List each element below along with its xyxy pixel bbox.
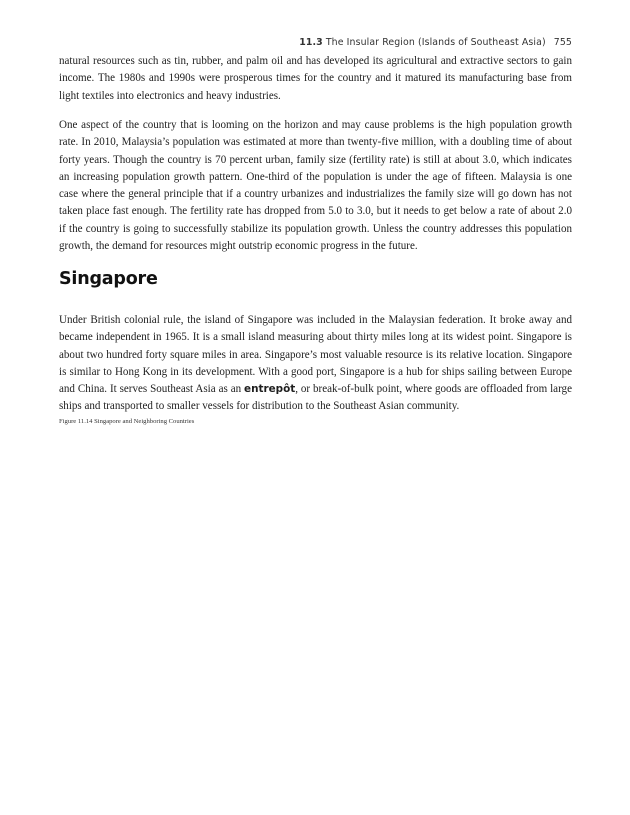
paragraph-singapore	[59, 312, 572, 416]
paragraph-population-growth: One aspect of the country that is looming on the horizon and may cause problems is the high population growth rate. In 2010, Malaysia’s population was estimated at more than twenty-five million, with a doubling time of about forty years. Though the country is 70 percent urban, family size (fertility rate) is still at about 3.0, which indicates an increasing population growth pattern. One-third of the population is under the age of fifteen. Malaysia is one case where the general principle that if a country urbanizes and industrializes the family size will go down has not taken place fast enough. The fertility rate has dropped from 5.0 to 3.0, but it needs to get below a rate of about 2.0 if the country is going to successfully stabilize its population growth. Unless the country addresses this population growth, the demand for resources might outstrip economic progress in the future.	[59, 119, 572, 253]
running-header	[299, 37, 572, 48]
header-section-number: 11.3	[299, 37, 323, 48]
page-number: 755	[553, 37, 572, 48]
paragraph-singapore-text-start: Under British colonial rule, the island of Singapore was included in the Malaysian federation. It broke away and became independent in 1965. It is a small island measuring about thirty miles long at its widest point. Singapore is about two hundred forty square miles in area. Singapore’s most valuable resource is its relative location. Singapore is similar to Hong Kong in its development. With a good port, Singapore is a hub for ships sailing between Europe and China. It serves Southeast Asia as an	[59, 314, 572, 396]
section-heading-singapore: Singapore	[59, 269, 158, 289]
paragraph-singapore-text-end: , or break-of-bulk point, where goods are offloaded from large ships and transported to smaller vessels for distribution to the Southeast Asian community.	[59, 383, 572, 413]
header-section-title: The Insular Region (Islands of Southeast Asia)	[325, 37, 546, 48]
key-term-entrepot: entrepôt	[244, 383, 296, 396]
paragraph-natural-resources: natural resources such as tin, rubber, and palm oil and has developed its agricultural and extractive sectors to gain income. The 1980s and 1990s were prosperous times for the country and it matured its manufacturing base from light textiles into electronics and heavy industries.	[59, 55, 572, 102]
figure-caption: Figure 11.14 Singapore and Neighboring Countries	[59, 418, 195, 425]
